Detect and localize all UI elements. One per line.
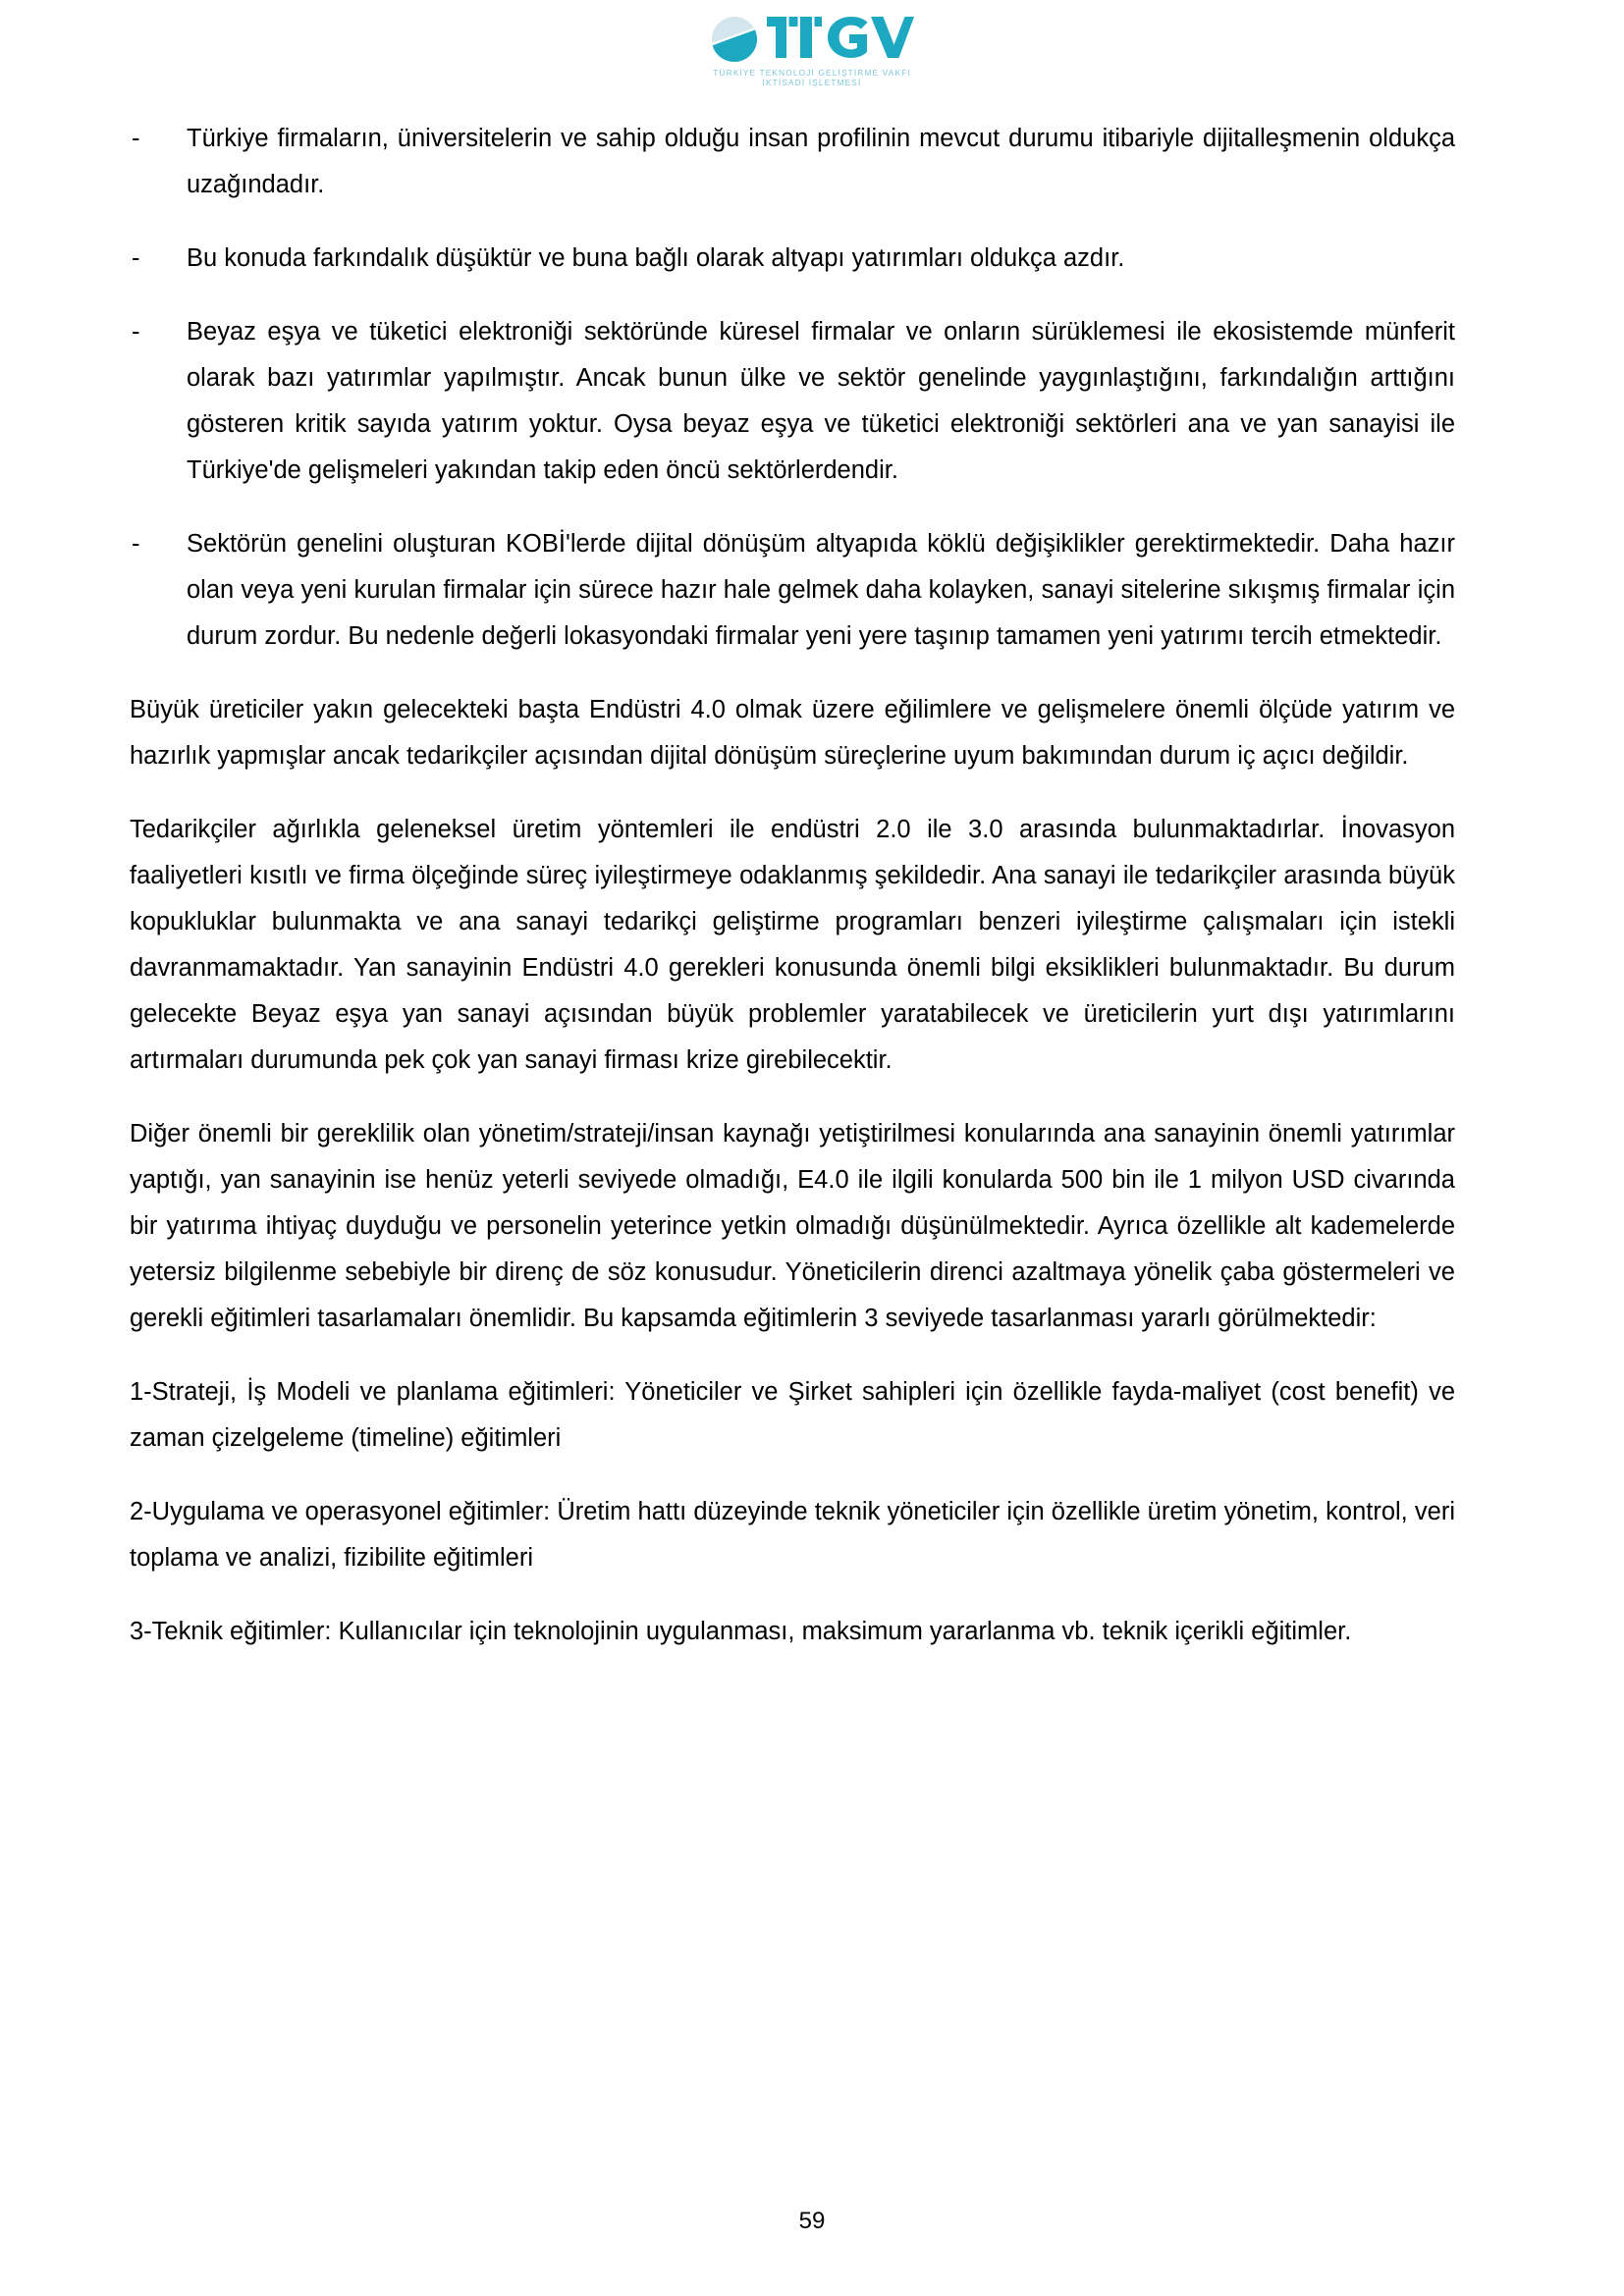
paragraph-diger-onemli: Diğer önemli bir gereklilik olan yönetim/strateji/insan kaynağı yetiştirilmesi konularında ana sanayinin önemli yatırımlar yaptığı, yan sanayinin ise henüz yeterli seviyede olmadığı, E4.0 ile ilgili konularda 500 bin ile 1 milyon USD civarında bir yatırıma ihtiyaç duyduğu ve personelin yeterince yetkin olmadığı düşünülmektedir. Ayrıca özellikle alt kademelerde yetersiz bilgilenme sebebiyle bir direnç de söz konusudur. Yöneticilerin direnci azaltmaya yönelik çaba göstermeleri ve gerekli eğitimleri tasarlamaları önemlidir. Bu kapsamda eğitimlerin 3 seviyede tasarlanması yararlı görülmektedir: [130,1120,1455,1332]
page-content [130,116,1455,1682]
bullet-item [130,521,1455,660]
page-header [0,0,1624,98]
logo-subtitle-line-1: TÜRKİYE TEKNOLOJİ GELİŞTİRME VAKFI [713,68,911,78]
bullet-text: Beyaz eşya ve tüketici elektroniği sektöründe küresel firmalar ve onların sürüklemesi ile ekosistemde münferit olarak bazı yatırımlar yapılmıştır. Ancak bunun ülke ve sektör genelinde yaygınlaştığını, farkındalığın arttığını gösteren kritik sayıda yatırım yoktur. Oysa beyaz eşya ve tüketici elektroniği sektörleri ana ve yan sanayisi ile Türkiye'de gelişmeleri yakından takip eden öncü sektörlerdendir. [187,318,1455,484]
ttgv-logo [711,14,914,65]
bullet-marker: - [132,530,140,558]
numbered-item-2: 2-Uygulama ve operasyonel eğitimler: Üretim hattı düzeyinde teknik yöneticiler için özellikle üretim yönetim, kontrol, veri toplama ve analizi, fizibilite eğitimleri [130,1498,1455,1572]
paragraph-tedarikciler: Tedarikçiler ağırlıkla geleneksel üretim yöntemleri ile endüstri 2.0 ile 3.0 arasında bulunmaktadırlar. İnovasyon faaliyetleri kısıtlı ve firma ölçeğinde süreç iyileştirmeye odaklanmış şekildedir. Ana sanayi ile tedarikçiler arasında büyük kopukluklar bulunmakta ve ana sanayi tedarikçi geliştirme programları benzeri iyileştirme çalışmaları için istekli davranmamaktadır. Yan sanayinin Endüstri 4.0 gerekleri konusunda önemli bilgi eksiklikleri bulunmaktadır. Bu durum gelecekte Beyaz eşya yan sanayi açısından büyük problemler yaratabilecek ve üreticilerin yurt dışı yatırımlarını artırmaları durumunda pek çok yan sanayi firması krize girebilecektir. [130,816,1455,1074]
bullet-item [130,309,1455,494]
logo-subtitle-line-2: İKTİSADİ İŞLETMESİ [762,78,862,88]
bullet-marker: - [132,244,140,272]
paragraph-buyuk-ureticiler: Büyük üreticiler yakın gelecekteki başta Endüstri 4.0 olmak üzere eğilimlere ve gelişmelere önemli ölçüde yatırım ve hazırlık yapmışlar ancak tedarikçiler açısından dijital dönüşüm süreçlerine uyum bakımından durum iç açıcı değildir. [130,696,1455,770]
numbered-item-1: 1-Strateji, İş Modeli ve planlama eğitimleri: Yöneticiler ve Şirket sahipleri için özellikle fayda-maliyet (cost benefit) ve zaman çizelgeleme (timeline) eğitimleri [130,1378,1455,1452]
ttgv-logo-subtitle [713,68,911,87]
bullet-text: Sektörün genelini oluşturan KOBİ'lerde dijital dönüşüm altyapıda köklü değişiklikler gerektirmektedir. Daha hazır olan veya yeni kurulan firmalar için sürece hazır hale gelmek daha kolayken, sanayi sitelerine sıkışmış firmalar için durum zordur. Bu nedenle değerli lokasyondaki firmalar yeni yere taşınıp tamamen yeni yatırımı tercih etmektedir. [187,530,1455,650]
page-footer [0,2208,1624,2235]
bullet-item [130,116,1455,208]
bullet-marker: - [132,125,140,152]
bullet-text: Türkiye firmaların, üniversitelerin ve sahip olduğu insan profilinin mevcut durumu itibariyle dijitalleşmenin oldukça uzağındadır. [187,125,1455,198]
ttgv-circle-logo-icon [711,16,758,63]
bullet-text: Bu konuda farkındalık düşüktür ve buna bağlı olarak altyapı yatırımları oldukça azdır. [187,244,1125,272]
page-number: 59 [798,2208,826,2234]
bullet-item [130,236,1455,282]
numbered-item-3: 3-Teknik eğitimler: Kullanıcılar için teknolojinin uygulanması, maksimum yararlanma vb. teknik içerikli eğitimler. [130,1618,1352,1645]
ttgv-wordmark [767,15,914,64]
bullet-marker: - [132,318,140,346]
